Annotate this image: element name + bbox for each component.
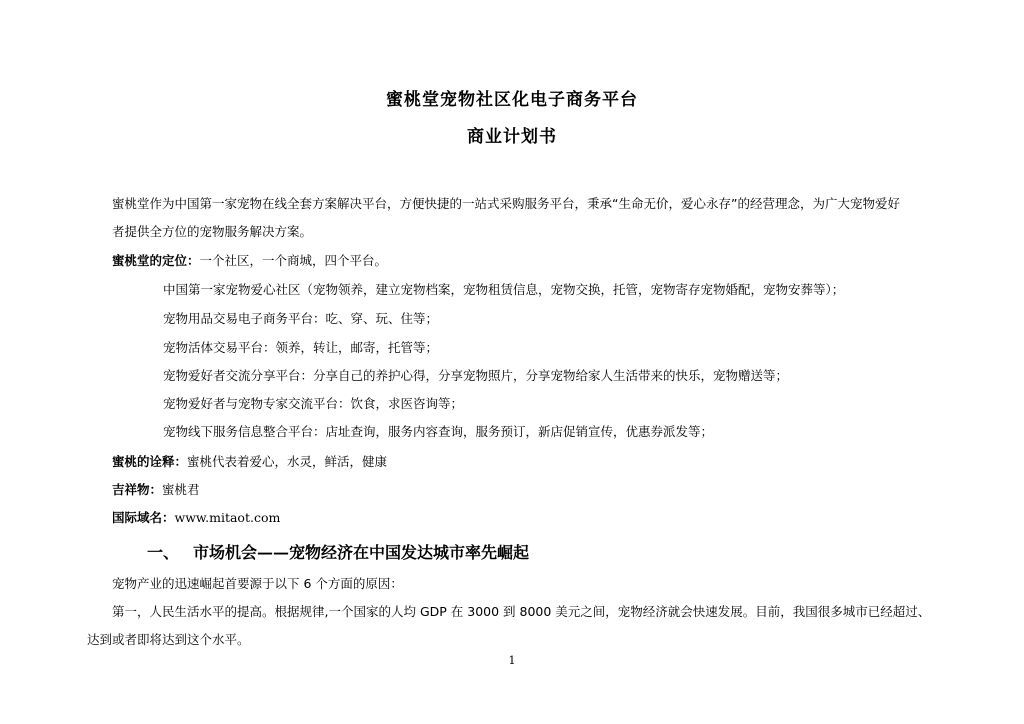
section-title: 市场机会——宠物经济在中国发达城市率先崛起 [193,543,530,562]
positioning-item: 宠物线下服务信息整合平台：店址查询，服务内容查询，服务预订，新店促销宣传，优惠券派发等； [163,424,714,439]
body-paragraph-line-3: 达到或者即将达到这个水平。 [87,632,250,647]
positioning-item: 宠物活体交易平台：领养，转让，邮寄，托管等； [163,340,439,355]
document-subtitle: 商业计划书 [467,127,557,147]
domain-label: 国际域名： [112,510,175,525]
domain-text: www.mitaot.com [174,510,281,525]
mascot-label: 吉祥物： [112,482,163,497]
body-paragraph-line-1: 宠物产业的迅速崛起首要源于以下 6 个方面的原因： [112,576,403,591]
positioning-line [112,253,387,269]
mascot-line [112,482,200,498]
explanation-label: 蜜桃的诠释： [112,454,188,469]
positioning-label: 蜜桃堂的定位： [112,253,200,268]
positioning-item: 宠物爱好者与宠物专家交流平台：饮食，求医咨询等； [163,396,464,411]
body-paragraph-line-2: 第一，人民生活水平的提高。根据规律,一个国家的人均 GDP 在 3000 到 8000 美元之间，宠物经济就会快速发展。目前，我国很多城市已经超过、 [112,604,931,619]
intro-paragraph-line-2: 者提供全方位的宠物服务解决方案。 [112,224,313,239]
intro-paragraph-line-1: 蜜桃堂作为中国第一家宠物在线全套方案解决平台，方便快捷的一站式采购服务平台，秉承“生命无价，爱心永存”的经营理念，为广大宠物爱好 [112,196,900,211]
mascot-text: 蜜桃君 [162,482,200,497]
section-heading [147,540,529,563]
explanation-text: 蜜桃代表着爱心，水灵，鲜活，健康 [187,454,388,469]
section-number: 一、 [147,543,180,562]
positioning-item: 宠物爱好者交流分享平台：分享自己的养护心得，分享宠物照片，分享宠物给家人生活带来的快乐，宠物赠送等； [163,368,789,383]
document-title: 蜜桃堂宠物社区化电子商务平台 [386,90,638,110]
domain-line [112,510,280,526]
positioning-item: 宠物用品交易电子商务平台：吃、穿、玩、住等； [163,311,439,326]
positioning-item: 中国第一家宠物爱心社区（宠物领养，建立宠物档案，宠物租赁信息，宠物交换，托管，宠物寄存宠物婚配，宠物安葬等）； [163,282,845,297]
explanation-line [112,454,387,470]
page-number: 1 [508,654,516,667]
positioning-text: 一个社区，一个商城，四个平台。 [199,253,388,268]
